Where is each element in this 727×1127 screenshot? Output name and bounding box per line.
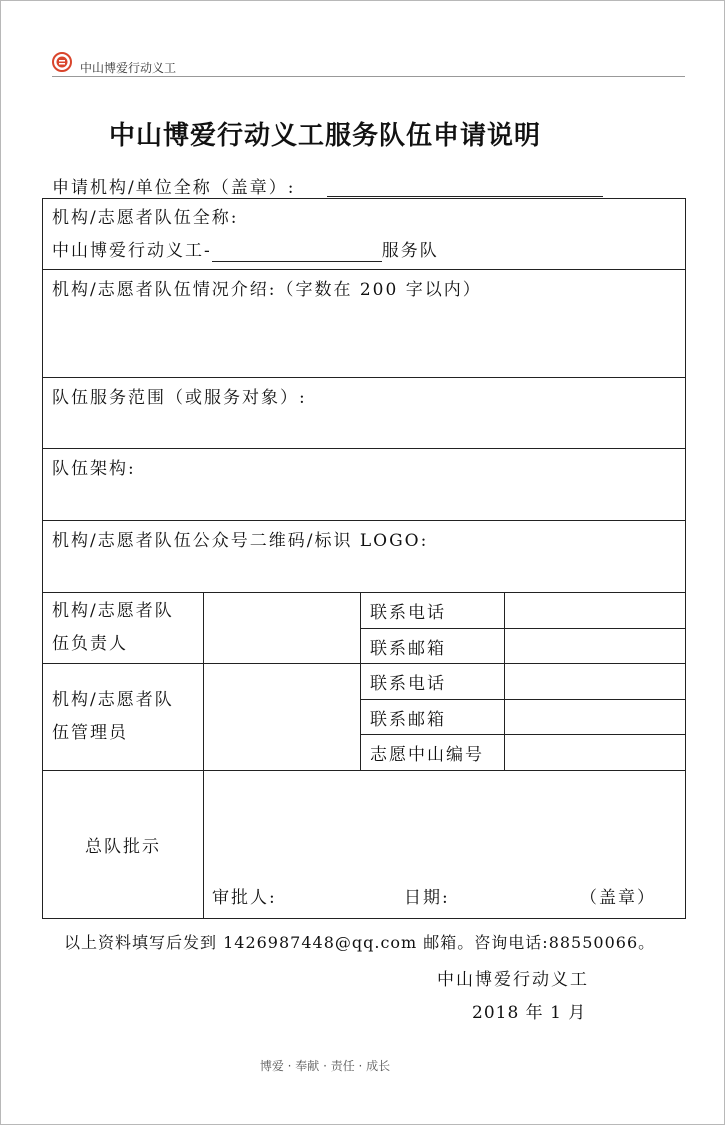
footer-motto: 博爱 · 奉献 · 责任 · 成长 bbox=[259, 1059, 391, 1073]
leader-email-label: 联系邮箱 bbox=[361, 629, 505, 664]
seal-label: （盖章） bbox=[580, 888, 656, 908]
ring-emblem-icon bbox=[52, 52, 72, 72]
application-form-table bbox=[42, 198, 686, 919]
scope-cell[interactable] bbox=[43, 378, 686, 449]
intro-cell[interactable] bbox=[43, 270, 686, 378]
admin-label-line2: 伍管理员 bbox=[52, 723, 128, 743]
leader-label-line2: 伍负责人 bbox=[52, 634, 128, 654]
volunteer-id-label: 志愿中山编号 bbox=[361, 735, 505, 771]
admin-email-field[interactable] bbox=[505, 700, 686, 735]
leader-label-line1: 机构/志愿者队 bbox=[52, 601, 174, 621]
team-name-prefix: 中山博爱行动义工- bbox=[52, 241, 212, 261]
leader-name-field[interactable] bbox=[204, 593, 361, 664]
admin-email-label: 联系邮箱 bbox=[361, 700, 505, 735]
leader-phone-label: 联系电话 bbox=[361, 593, 505, 629]
qr-logo-label: 机构/志愿者队伍公众号二维码/标识 LOGO: bbox=[52, 531, 429, 551]
qr-logo-cell[interactable] bbox=[43, 521, 686, 593]
leader-label-cell bbox=[43, 593, 204, 664]
structure-label: 队伍架构: bbox=[52, 459, 136, 479]
volunteer-id-field[interactable] bbox=[505, 735, 686, 771]
header-rule bbox=[52, 76, 685, 77]
leader-email-field[interactable] bbox=[505, 629, 686, 664]
signature-date: 2018 年 1 月 bbox=[472, 1003, 587, 1023]
signature-org: 中山博爱行动义工 bbox=[437, 970, 589, 990]
team-name-label: 机构/志愿者队伍全称: bbox=[52, 208, 239, 228]
approval-date-label: 日期: bbox=[404, 888, 450, 908]
document-title: 中山博爱行动义工服务队伍申请说明 bbox=[108, 121, 541, 151]
team-name-suffix: 服务队 bbox=[381, 241, 439, 261]
approval-cell[interactable] bbox=[204, 771, 686, 919]
header-org: 中山博爱行动义工 bbox=[80, 61, 177, 75]
admin-name-field[interactable] bbox=[204, 664, 361, 771]
structure-cell[interactable] bbox=[43, 449, 686, 521]
apply-org-label: 申请机构/单位全称（盖章）: bbox=[52, 178, 296, 198]
scope-label: 队伍服务范围（或服务对象）: bbox=[52, 388, 307, 408]
submission-note: 以上资料填写后发到 1426987448@qq.com 邮箱。咨询电话:88550066。 bbox=[64, 933, 656, 952]
team-name-cell bbox=[43, 199, 686, 270]
reviewer-label: 审批人: bbox=[212, 888, 277, 908]
admin-label-line1: 机构/志愿者队 bbox=[52, 690, 174, 710]
intro-label: 机构/志愿者队伍情况介绍:（字数在 200 字以内） bbox=[52, 280, 482, 300]
apply-org-field[interactable] bbox=[327, 196, 603, 197]
admin-phone-field[interactable] bbox=[505, 664, 686, 700]
approval-label: 总队批示 bbox=[43, 771, 204, 919]
admin-phone-label: 联系电话 bbox=[361, 664, 505, 700]
team-name-field[interactable] bbox=[212, 241, 382, 262]
leader-phone-field[interactable] bbox=[505, 593, 686, 629]
admin-label-cell bbox=[43, 664, 204, 771]
